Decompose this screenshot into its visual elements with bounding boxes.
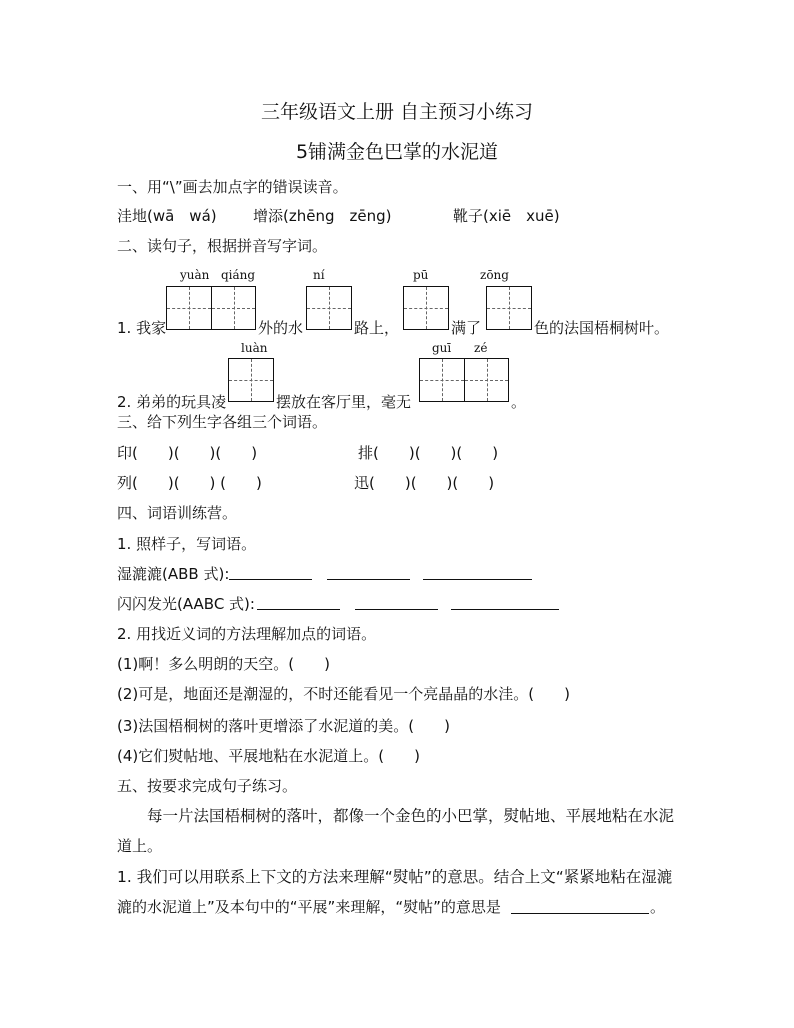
- pinyin-label: yuàn: [180, 268, 210, 282]
- sentence-text: 摆放在客厅里，毫无: [276, 393, 412, 411]
- answer-blank[interactable]: [423, 578, 532, 580]
- question-item: (4)它们熨帖地、平展地粘在水泥道上。( ): [117, 747, 420, 765]
- word-group-row: 列( )( ) ( ): [117, 474, 262, 492]
- pinyin-label: pū: [413, 268, 429, 282]
- pronunciation-item: 靴子(xiē xuē): [453, 207, 560, 225]
- sentence-text: 外的水: [258, 319, 304, 337]
- pinyin-label: zōng: [480, 268, 509, 282]
- pinyin-label: luàn: [241, 341, 268, 355]
- word-group-row: 印( )( )( ): [117, 444, 258, 462]
- writing-grid[interactable]: [166, 286, 256, 330]
- answer-blank[interactable]: [451, 608, 559, 610]
- section3-heading: 三、给下列生字各组三个词语。: [117, 413, 328, 431]
- word-group-row: 迅( )( )( ): [354, 474, 495, 492]
- question-item: (3)法国梧桐树的落叶更增添了水泥道的美。( ): [117, 717, 450, 735]
- sentence-text: 。: [511, 393, 527, 411]
- section2-heading: 二、读句子，根据拼音写字词。: [117, 237, 328, 255]
- pronunciation-item: 洼地(wā wá): [117, 207, 217, 225]
- page-title: 三年级语文上册 自主预习小练习: [260, 101, 534, 123]
- question-item: (2)可是，地面还是潮湿的，不时还能看见一个亮晶晶的水洼。( ): [117, 685, 570, 703]
- sentence-text: 2. 弟弟的玩具凌: [117, 393, 227, 411]
- pronunciation-item: 增添(zhēng zēng): [253, 207, 392, 225]
- question-text: 2. 用找近义词的方法理解加点的词语。: [117, 625, 377, 643]
- question-text: 1. 我们可以用联系上下文的方法来理解“熨帖”的意思。结合上文“紧紧地粘在湿漉: [117, 868, 673, 886]
- writing-grid[interactable]: [403, 286, 449, 330]
- word-group-row: 排( )( )( ): [358, 444, 499, 462]
- question-text: 1. 照样子，写词语。: [117, 535, 257, 553]
- writing-grid[interactable]: [419, 358, 509, 402]
- example-label: 闪闪发光(AABC 式):: [117, 595, 255, 613]
- pinyin-label: qiáng: [221, 268, 256, 282]
- section1-heading: 一、用“\”画去加点字的错误读音。: [117, 178, 348, 196]
- answer-blank[interactable]: [257, 608, 340, 610]
- writing-grid[interactable]: [486, 286, 532, 330]
- pinyin-label: zé: [474, 341, 488, 355]
- answer-blank[interactable]: [355, 608, 438, 610]
- answer-blank[interactable]: [327, 578, 410, 580]
- passage-text: 每一片法国梧桐树的落叶，都像一个金色的小巴掌，熨帖地、平展地粘在水泥: [147, 807, 675, 825]
- pinyin-label: ní: [313, 268, 325, 282]
- writing-grid[interactable]: [228, 358, 274, 402]
- section5-heading: 五、按要求完成句子练习。: [117, 777, 298, 795]
- answer-blank[interactable]: [511, 912, 649, 914]
- writing-grid[interactable]: [306, 286, 352, 330]
- lesson-title: 5铺满金色巴掌的水泥道: [295, 141, 499, 163]
- sentence-text: 1. 我家: [117, 319, 167, 337]
- passage-text: 道上。: [117, 837, 163, 855]
- question-text: 漉的水泥道上”及本句中的“平展”来理解，“熨帖”的意思是: [117, 898, 501, 916]
- sentence-text: 路上，: [354, 319, 400, 337]
- section4-heading: 四、词语训练营。: [117, 504, 238, 522]
- answer-blank[interactable]: [229, 578, 312, 580]
- question-text: 。: [650, 898, 666, 916]
- sentence-text: 满了: [451, 319, 482, 337]
- pinyin-label: guī: [432, 341, 452, 355]
- sentence-text: 色的法国梧桐树叶。: [534, 319, 670, 337]
- question-item: (1)啊！多么明朗的天空。( ): [117, 655, 330, 673]
- example-label: 湿漉漉(ABB 式):: [117, 565, 230, 583]
